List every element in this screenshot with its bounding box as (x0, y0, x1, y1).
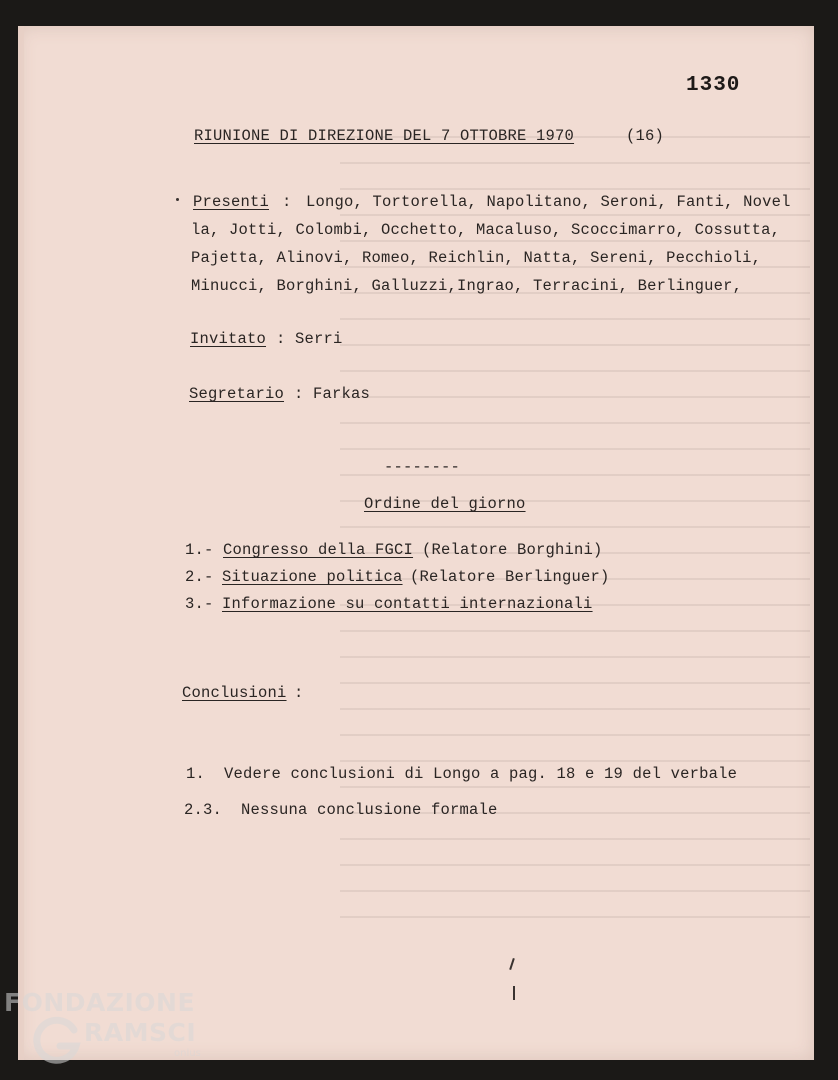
watermark-line-1: FONDAZIONE (4, 988, 196, 1017)
agenda-number-2: 2.- (185, 568, 214, 586)
conclusioni-separator: : (294, 684, 304, 702)
page-number: 1330 (686, 74, 741, 97)
separator-dashes: -------- (384, 458, 461, 476)
presenti-separator: : (282, 193, 292, 211)
agenda-heading: Ordine del giorno (364, 495, 526, 513)
agenda-topic-1: Congresso della FGCI (223, 541, 414, 559)
conclusioni-label: Conclusioni (182, 684, 287, 702)
conclusione-text-2: Nessuna conclusione formale (241, 801, 498, 819)
presenti-line-1: Longo, Tortorella, Napolitano, Seroni, Fanti, Novel (306, 193, 791, 211)
agenda-number-1: 1.- (185, 541, 214, 559)
watermark-line-2 (4, 1016, 214, 1068)
agenda-number-3: 3.- (185, 595, 214, 613)
conclusione-number-1: 1. (186, 765, 206, 783)
document-title: RIUNIONE DI DIREZIONE DEL 7 OTTOBRE 1970 (194, 127, 575, 145)
presenti-line-4: Minucci, Borghini, Galluzzi,Ingrao, Terracini, Berlinguer, (191, 277, 743, 295)
agenda-note-2: (Relatore Berlinguer) (410, 568, 610, 586)
segretario-value: : Farkas (294, 385, 371, 403)
invitato-label: Invitato (190, 330, 267, 348)
watermark-suffix: onlus (174, 1048, 201, 1059)
watermark-line-2-text: RAMSCI (84, 1018, 197, 1047)
agenda-note-1: (Relatore Borghini) (422, 541, 603, 559)
presenti-label: Presenti (193, 193, 270, 211)
title-reference: (16) (626, 127, 665, 145)
paper-edge (18, 26, 24, 1060)
g-logo-icon (32, 1016, 82, 1066)
segretario-label: Segretario (189, 385, 285, 403)
pencil-mark (513, 986, 515, 1000)
watermark-logo (4, 988, 214, 1068)
presenti-line-2: la, Jotti, Colombi, Occhetto, Macaluso, Scoccimarro, Cossutta, (191, 221, 781, 239)
invitato-value: : Serri (276, 330, 343, 348)
conclusione-number-2: 2.3. (184, 801, 223, 819)
conclusione-text-1: Vedere conclusioni di Longo a pag. 18 e 19 del verbale (224, 765, 738, 783)
agenda-topic-2: Situazione politica (222, 568, 403, 586)
presenti-line-3: Pajetta, Alinovi, Romeo, Reichlin, Natta, Sereni, Pecchioli, (191, 249, 762, 267)
ink-dot (176, 198, 179, 201)
agenda-topic-3: Informazione su contatti internazionali (222, 595, 593, 613)
